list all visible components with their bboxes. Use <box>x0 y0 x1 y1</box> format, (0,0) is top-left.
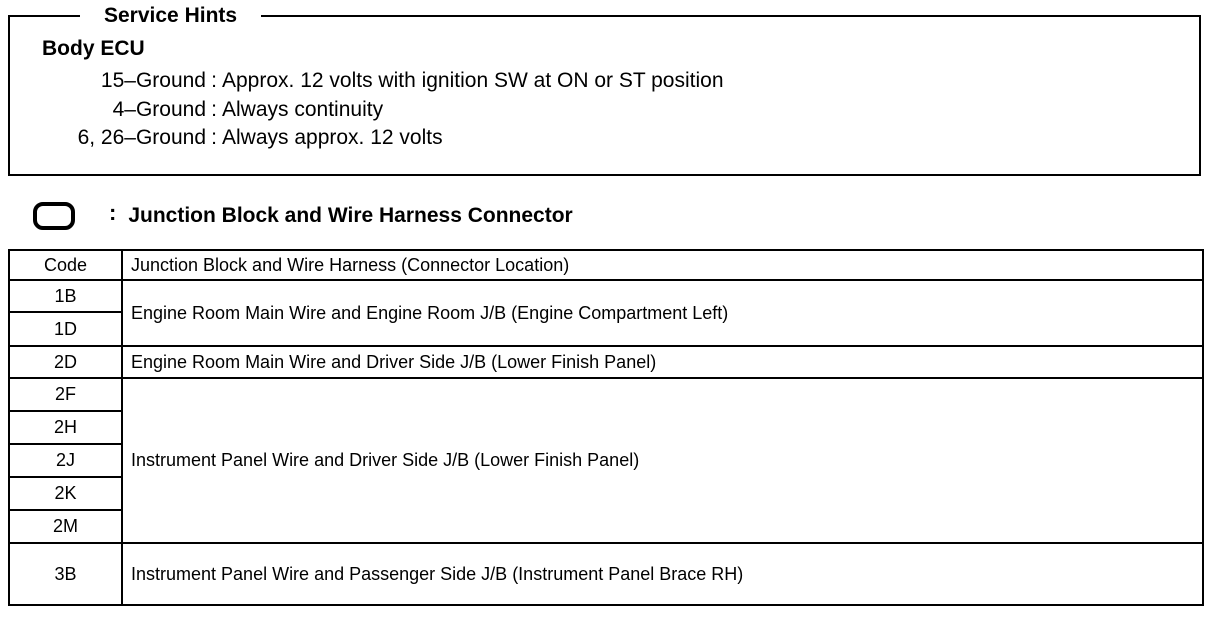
rounded-rectangle-connector-icon <box>33 202 75 230</box>
junction-block-table <box>8 249 1204 606</box>
hint-description: Approx. 12 volts with ignition SW at ON or ST position <box>222 69 724 92</box>
body-ecu-heading: Body ECU <box>42 37 145 60</box>
hint-description: Always approx. 12 volts <box>222 126 443 149</box>
location-cell: Instrument Panel Wire and Driver Side J/B (Lower Finish Panel) <box>122 378 1203 543</box>
code-cell: 2D <box>9 346 122 378</box>
service-hints-box <box>8 4 1201 176</box>
legend-title: Junction Block and Wire Harness Connector <box>128 204 573 227</box>
code-cell: 2H <box>9 411 122 444</box>
table-row <box>9 346 1203 378</box>
code-cell: 3B <box>9 543 122 605</box>
code-cell: 1B <box>9 280 122 312</box>
hint-row <box>10 98 383 122</box>
service-hints-title: Service Hints <box>80 4 261 28</box>
code-cell: 1D <box>9 312 122 346</box>
location-cell: Engine Room Main Wire and Driver Side J/B (Lower Finish Panel) <box>122 346 1203 378</box>
legend-colon: : <box>109 200 117 225</box>
table-row <box>9 280 1203 312</box>
hint-terminal: 15–Ground <box>100 69 206 92</box>
table-row <box>9 378 1203 411</box>
code-cell: 2F <box>9 378 122 411</box>
code-cell: 2M <box>9 510 122 543</box>
code-column-header: Code <box>9 250 122 280</box>
hint-row <box>10 69 724 93</box>
code-cell: 2J <box>9 444 122 477</box>
hint-description: Always continuity <box>222 98 384 121</box>
table-header-row <box>9 250 1203 280</box>
hint-separator: : <box>211 98 217 121</box>
hint-separator: : <box>211 69 217 92</box>
location-column-header: Junction Block and Wire Harness (Connector Location) <box>122 250 1203 280</box>
hint-separator: : <box>211 126 217 149</box>
hint-terminal: 4–Ground <box>112 98 206 121</box>
connector-legend <box>33 200 573 232</box>
hint-row <box>10 126 443 150</box>
code-cell: 2K <box>9 477 122 510</box>
hint-terminal: 6, 26–Ground <box>77 126 206 149</box>
location-cell: Instrument Panel Wire and Passenger Side J/B (Instrument Panel Brace RH) <box>122 543 1203 605</box>
location-cell: Engine Room Main Wire and Engine Room J/B (Engine Compartment Left) <box>122 280 1203 346</box>
table-row <box>9 543 1203 605</box>
